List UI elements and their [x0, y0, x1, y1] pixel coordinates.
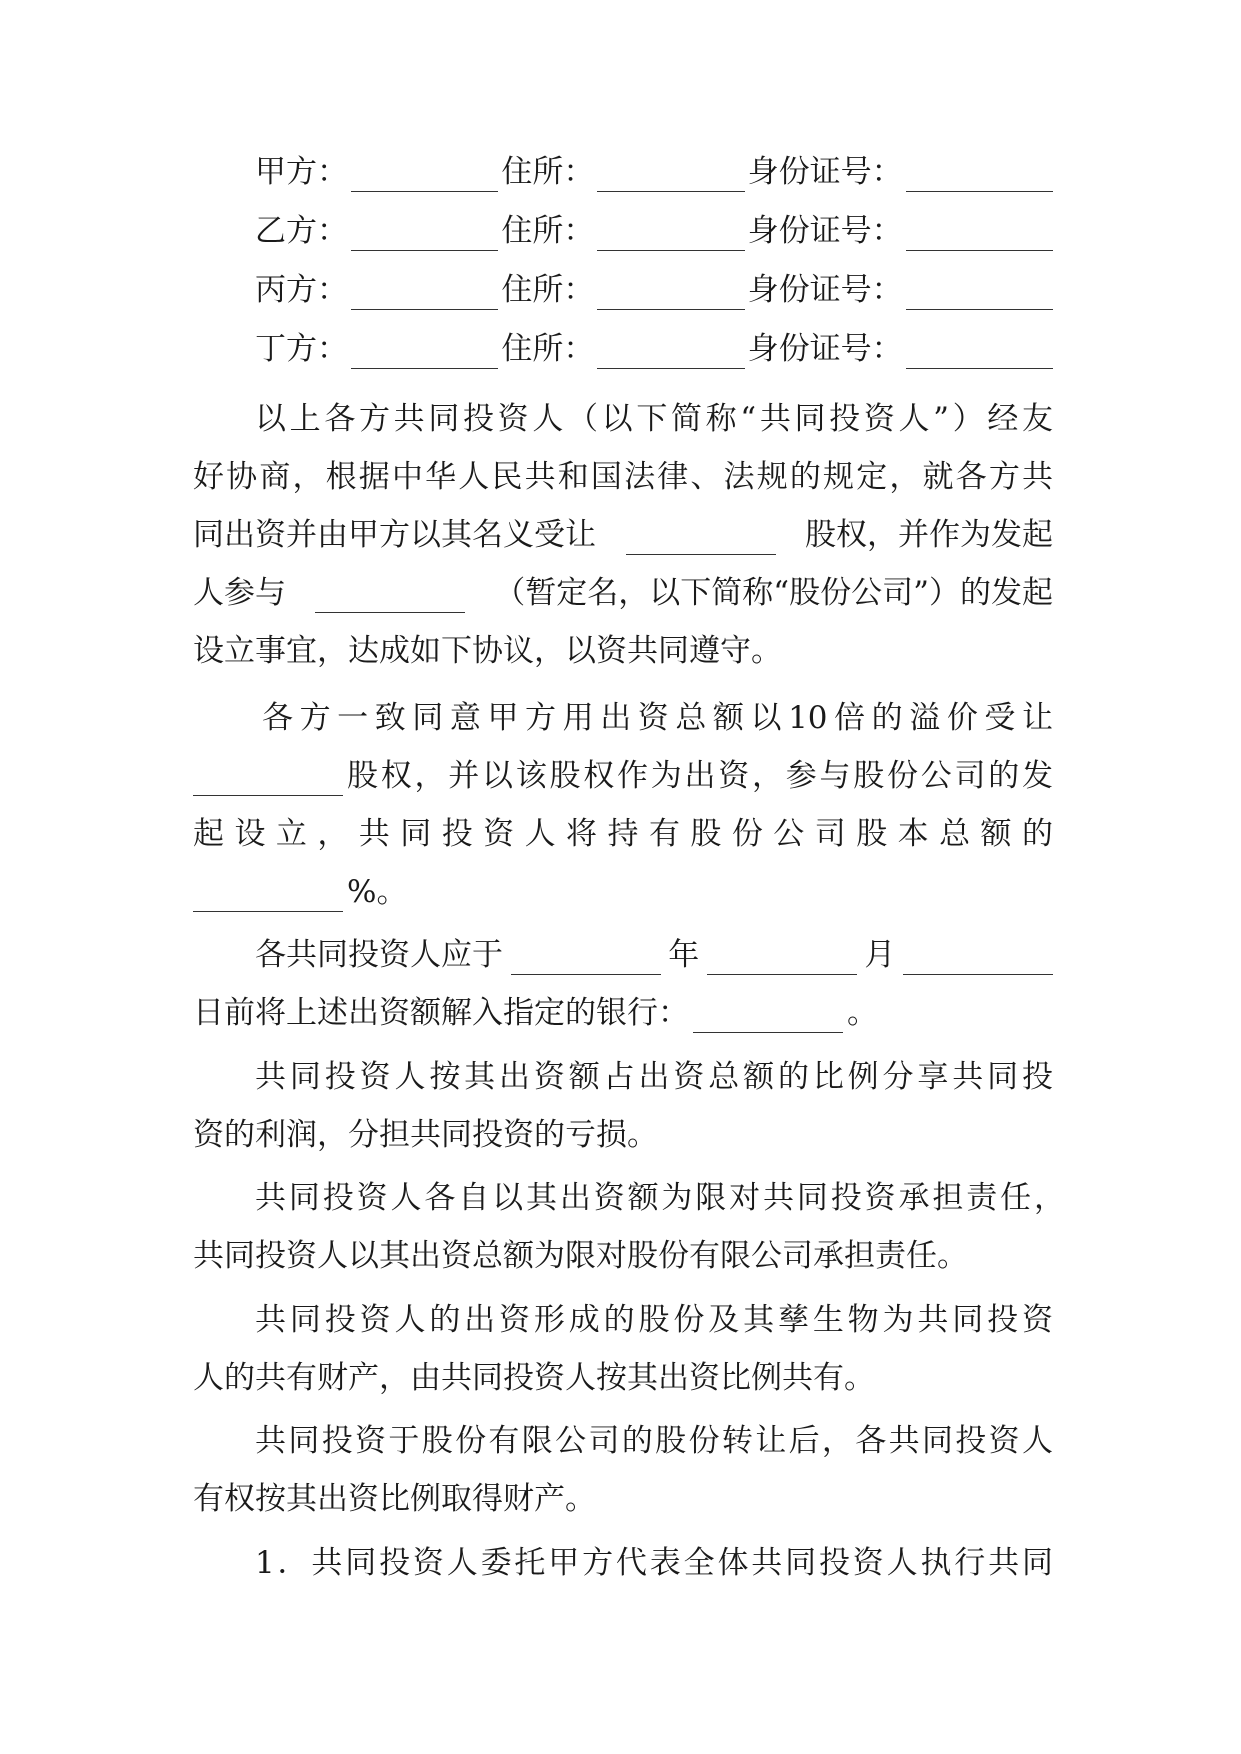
intro-line-2: 好协商，根据中华人民共和国法律、法规的规定，就各方共 — [193, 459, 1053, 495]
year-blank — [511, 946, 661, 975]
party-id-blank — [906, 163, 1053, 192]
party-row-yi — [255, 211, 1053, 251]
premium-line-4b: %。 — [347, 874, 408, 910]
deadline-line-2a: 日前将上述出资额解入指定的银行： — [193, 995, 689, 1031]
party-name-blank — [351, 222, 498, 251]
intro-line-3a: 同出资并由甲方以其名义受让 — [193, 517, 596, 553]
transfer-line-2: 有权按其出资比例取得财产。 — [193, 1481, 596, 1517]
deadline-month-label: 月 — [864, 937, 896, 973]
liability-line-1: 共同投资人各自以其出资额为限对共同投资承担责任， — [255, 1180, 1065, 1216]
intro-line-4b: （暂定名，以下简称“股份公司”）的发起 — [494, 575, 1053, 611]
premium-line-4 — [193, 872, 1053, 912]
premium-line-3: 起设立，共同投资人将持有股份公司股本总额的 — [193, 816, 1053, 852]
party-name-label: 乙方： — [255, 213, 348, 249]
deadline-line-2b: 。 — [847, 995, 878, 1031]
party-row-bing — [255, 270, 1053, 310]
party-address-blank — [597, 222, 744, 251]
premium-equity-blank — [193, 767, 343, 796]
party-address-label: 住所： — [501, 272, 595, 308]
share-percent-blank — [193, 883, 343, 912]
deadline-line-1a: 各共同投资人应于 — [255, 937, 503, 973]
party-id-blank — [906, 340, 1053, 369]
intro-line-3 — [193, 515, 1053, 555]
party-name-blank — [351, 281, 498, 310]
party-row-ding — [255, 329, 1053, 369]
party-id-label: 身份证号： — [747, 331, 903, 367]
intro-line-3b: 股权，并作为发起 — [805, 517, 1053, 553]
party-id-blank — [906, 222, 1053, 251]
intro-line-5: 设立事宜，达成如下协议，以资共同遵守。 — [193, 633, 782, 669]
party-id-label: 身份证号： — [747, 272, 903, 308]
profit-line-1: 共同投资人按其出资额占出资总额的比例分享共同投 — [255, 1059, 1053, 1095]
party-name-blank — [351, 340, 498, 369]
party-address-label: 住所： — [501, 213, 595, 249]
day-blank — [903, 946, 1053, 975]
premium-line-2 — [193, 756, 1053, 796]
party-row-jia — [255, 152, 1053, 192]
intro-line-4 — [193, 573, 1053, 613]
profit-line-2: 资的利润，分担共同投资的亏损。 — [193, 1117, 658, 1153]
party-id-blank — [906, 281, 1053, 310]
delegate-line-1: 1．共同投资人委托甲方代表全体共同投资人执行共同 — [255, 1545, 1053, 1581]
party-name-label: 甲方： — [255, 154, 348, 190]
intro-line-4a: 人参与 — [193, 575, 286, 611]
transfer-line-1: 共同投资于股份有限公司的股份转让后，各共同投资人 — [255, 1423, 1053, 1459]
property-line-2: 人的共有财产，由共同投资人按其出资比例共有。 — [193, 1360, 875, 1396]
bank-blank — [693, 1004, 843, 1033]
party-name-label: 丁方： — [255, 331, 348, 367]
deadline-year-label: 年 — [668, 937, 700, 973]
party-id-label: 身份证号： — [747, 154, 903, 190]
party-name-blank — [351, 163, 498, 192]
month-blank — [707, 946, 857, 975]
party-address-label: 住所： — [501, 331, 595, 367]
party-id-label: 身份证号： — [747, 213, 903, 249]
party-address-label: 住所： — [501, 154, 595, 190]
party-name-label: 丙方： — [255, 272, 348, 308]
premium-line-1: 各方一致同意甲方用出资总额以10倍的溢价受让 — [262, 700, 1053, 736]
premium-line-2b: 股权，并以该股权作为出资，参与股份公司的发 — [347, 758, 1053, 794]
liability-line-2: 共同投资人以其出资总额为限对股份有限公司承担责任。 — [193, 1238, 968, 1274]
party-address-blank — [597, 163, 744, 192]
company-name-blank — [315, 584, 465, 613]
party-address-blank — [597, 340, 744, 369]
deadline-line-1 — [255, 935, 1053, 975]
party-address-blank — [597, 281, 744, 310]
property-line-1: 共同投资人的出资形成的股份及其孳生物为共同投资 — [255, 1302, 1053, 1338]
intro-line-1: 以上各方共同投资人（以下简称“共同投资人”）经友 — [255, 401, 1053, 437]
deadline-line-2 — [193, 993, 1053, 1033]
equity-target-blank — [626, 526, 776, 555]
